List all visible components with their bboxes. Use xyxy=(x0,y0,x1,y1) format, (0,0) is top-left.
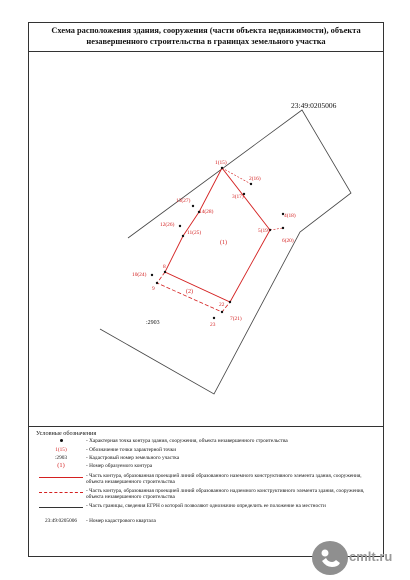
legend-text-above-ground-element: - Часть контура, образованная проекцией линий образованного надземного конструктивного элемента здания, сооружения, объекта незавершенного строительства xyxy=(86,488,365,501)
watermark-logo-icon xyxy=(312,541,348,575)
legend-text-point-label: - Обозначение точки характерной точки xyxy=(86,447,177,453)
point-2 xyxy=(250,183,252,185)
solid-red-line-icon xyxy=(39,477,83,478)
watermark-text: cmlt.ru xyxy=(349,549,393,564)
point-13 xyxy=(192,205,194,207)
point-1 xyxy=(221,167,223,169)
legend-symbol-contour-number: (1) xyxy=(57,462,65,469)
point-label-11: 11(25) xyxy=(187,230,202,236)
scheme-title-line-1: Схема расположения здания, сооружения (части объекта недвижимости), объекта xyxy=(51,26,361,35)
legend-symbol-quarter-number: 23:49:0205006 xyxy=(44,518,78,524)
legend-heading: Условные обозначения xyxy=(36,430,97,437)
point-7 xyxy=(229,301,231,303)
point-label-9: 9 xyxy=(152,286,155,292)
scheme-title-line-2: незавершенного строительства в границах земельного участка xyxy=(86,36,326,46)
point-label-2: 2(16) xyxy=(249,176,261,182)
point-symbol-icon xyxy=(60,439,63,442)
dashed-red-line-icon xyxy=(39,492,83,493)
point-label-14: 14(28) xyxy=(199,209,214,215)
point-label-3: 3(17) xyxy=(232,194,244,200)
point-8 xyxy=(164,271,166,273)
tick-line-6 xyxy=(270,228,283,230)
contour-number-2: (2) xyxy=(186,289,193,295)
point-6 xyxy=(282,227,284,229)
point-label-12: 12(26) xyxy=(160,222,175,228)
land-plot-boundary xyxy=(100,110,351,394)
point-label-22: 22 xyxy=(219,302,225,308)
legend-text-contour-number: - Номер образуемого контура xyxy=(86,463,153,469)
tick-line-2 xyxy=(222,168,251,184)
point-12 xyxy=(179,225,181,227)
legend-symbol-lot-number: :2903 xyxy=(54,455,68,461)
cadastral-quarter-number: 23:49:0205006 xyxy=(291,101,337,110)
site-watermark xyxy=(312,541,404,575)
point-label-4: 4(18) xyxy=(284,213,296,219)
point-label-13: 13(27) xyxy=(176,198,191,204)
land-plot-number: :2903 xyxy=(146,320,160,326)
legend-text-lot-number: - Кадастровый номер земельного участка xyxy=(86,455,180,461)
point-label-6: 6(20) xyxy=(282,238,294,244)
point-10 xyxy=(151,274,153,276)
legend-text-boundary: - Часть границы, сведения ЕГРН о которой позволяют однозначно определить ее положение на местности xyxy=(86,503,326,509)
legend-text-point: - Характерная точка контура здания, сооружения, объекта незавершенного строительства xyxy=(86,438,288,444)
point-11 xyxy=(182,235,184,237)
legend-text-ground-element: - Часть контура, образованная проекцией линий образованного наземного конструктивного элемента здания, сооружения, объекта незавершенного строительства xyxy=(86,473,362,486)
point-9 xyxy=(156,282,158,284)
point-label-8: 8 xyxy=(163,264,166,270)
legend-symbol-point xyxy=(36,438,86,444)
legend-divider xyxy=(28,426,384,427)
legend-symbol-point-label: 1(15) xyxy=(55,447,67,453)
legend-text-quarter-number: - Номер кадастрового квартала xyxy=(86,518,156,524)
point-22 xyxy=(221,311,223,313)
solid-black-line-icon xyxy=(39,507,83,508)
point-label-10: 10(24) xyxy=(132,272,147,278)
point-label-23: 23 xyxy=(210,322,216,328)
point-label-5: 5(19) xyxy=(258,228,270,234)
contour-number-1: (1) xyxy=(220,240,227,246)
point-label-1: 1(15) xyxy=(215,160,227,166)
point-label-7: 7(21) xyxy=(230,316,242,322)
point-23 xyxy=(213,317,215,319)
building-contour-1 xyxy=(165,168,270,302)
